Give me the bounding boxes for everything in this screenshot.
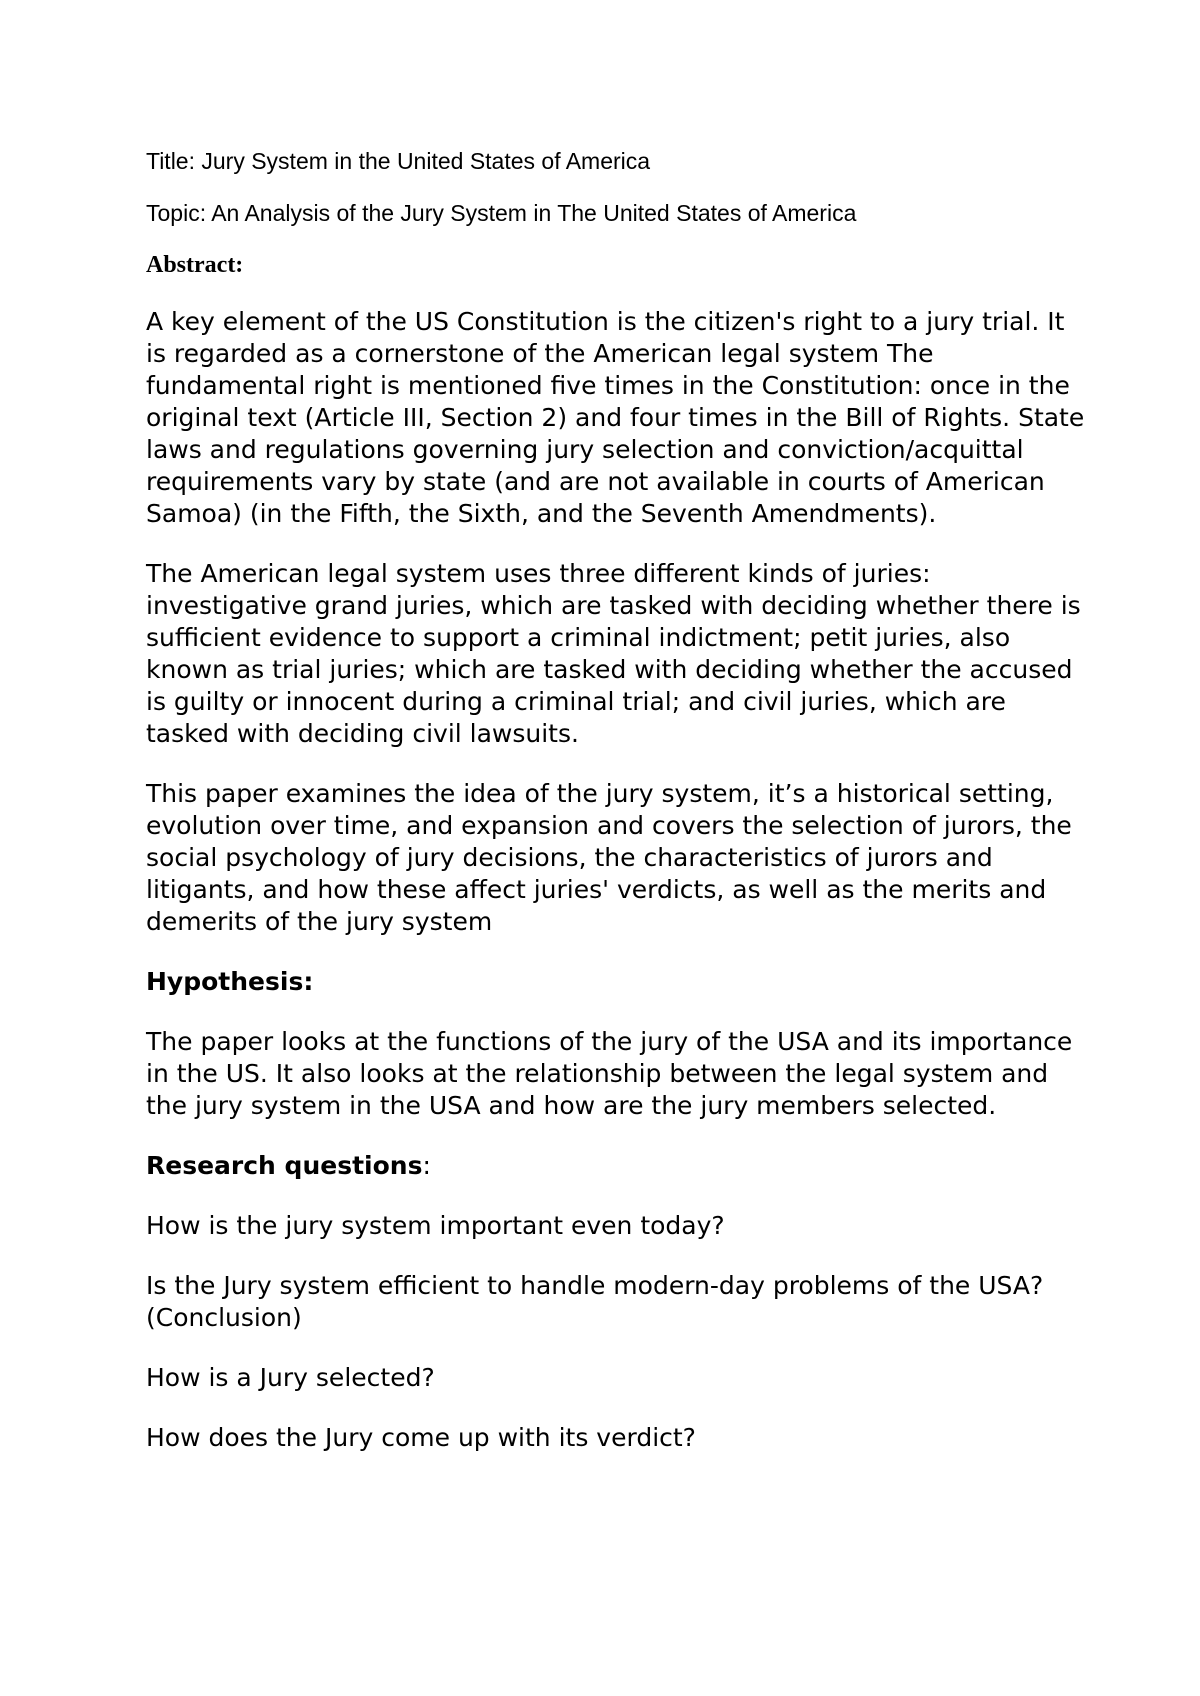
research-question-1: How is the jury system important even today? bbox=[146, 1211, 725, 1240]
research-question-4: How does the Jury come up with its verdict? bbox=[146, 1423, 696, 1452]
abstract-paragraph-2: The American legal system uses three different kinds of juries: investigative grand juries, which are tasked with deciding whether there is sufficient evidence to support a criminal indictment; petit juries, also known as trial juries; which are tasked with deciding whether the accused is guilty or innocent during a criminal trial; and civil juries, which are tasked with deciding civil lawsuits. bbox=[146, 559, 1081, 748]
document-page bbox=[146, 146, 1086, 1482]
research-heading-text: Research questions bbox=[146, 1151, 423, 1180]
research-heading-colon: : bbox=[422, 1151, 431, 1180]
research-question-3: How is a Jury selected? bbox=[146, 1363, 435, 1392]
topic-line: Topic: An Analysis of the Jury System in The United States of America bbox=[146, 200, 857, 226]
hypothesis-heading bbox=[146, 966, 1086, 998]
title-line: Title: Jury System in the United States of America bbox=[146, 148, 651, 174]
research-questions-heading bbox=[146, 1150, 1086, 1182]
hypothesis-heading-text: Hypothesis: bbox=[146, 967, 314, 996]
research-question-2: Is the Jury system efficient to handle modern-day problems of the USA? (Conclusion) bbox=[146, 1271, 1044, 1332]
abstract-heading: Abstract: bbox=[146, 252, 244, 278]
hypothesis-paragraph: The paper looks at the functions of the jury of the USA and its importance in the US. It also looks at the relationship between the legal system and the jury system in the USA and how are the jury members selected. bbox=[146, 1027, 1073, 1120]
abstract-paragraph-1: A key element of the US Constitution is the citizen's right to a jury trial. It is regarded as a cornerstone of the American legal system The fundamental right is mentioned five times in the Constitution: once in the original text (Article III, Section 2) and four times in the Bill of Rights. State laws and regulations governing jury selection and conviction/acquittal requirements vary by state (and are not available in courts of American Samoa) (in the Fifth, the Sixth, and the Seventh Amendments). bbox=[146, 307, 1085, 528]
abstract-paragraph-3: This paper examines the idea of the jury system, it’s a historical setting, evolution over time, and expansion and covers the selection of jurors, the social psychology of jury decisions, the characteristics of jurors and litigants, and how these affect juries' verdicts, as well as the merits and demerits of the jury system bbox=[146, 779, 1072, 936]
